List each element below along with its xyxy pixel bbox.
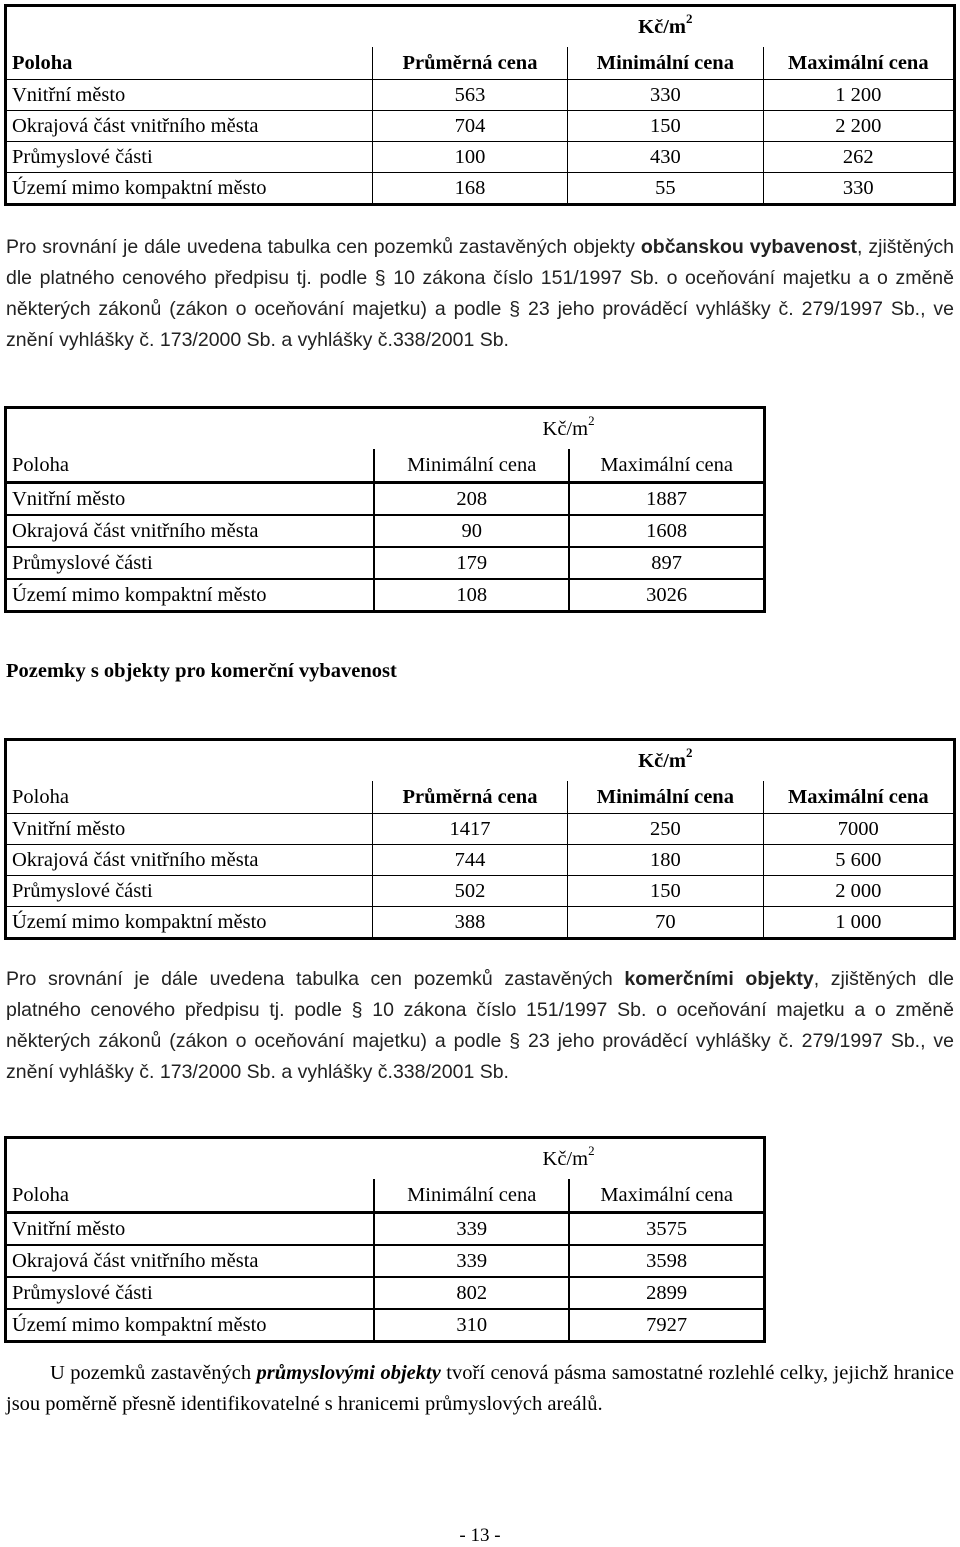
- table-row: Území mimo kompaktní město 310 7927: [6, 1309, 765, 1342]
- col-avg-header: Průměrná cena: [372, 47, 567, 80]
- table-row: Území mimo kompaktní město 388 70 1 000: [6, 907, 955, 939]
- col-min-header: Minimální cena: [374, 1179, 569, 1213]
- table-row: Okrajová část vnitřního města 744 180 5 600: [6, 845, 955, 876]
- col-max-header: Maximální cena: [763, 47, 954, 80]
- price-table-3: [4, 738, 956, 940]
- col-max-header: Maximální cena: [569, 1179, 764, 1213]
- price-table-1: [4, 4, 956, 206]
- paragraph-civic: Pro srovnání je dále uvedena tabulka cen pozemků zastavěných objekty občanskou vybavenost, zjištěných dle platného cenového předpisu tj. podle § 10 zákona číslo 151/1997 Sb. o oceňování majetku a o změně některých zákonů (zákon o oceňování majetku) a podle § 23 jeho prováděcí vyhlášky č. 279/1997 Sb., ve znění vyhlášky č. 173/2000 Sb. a vyhlášky č.338/2001 Sb.: [6, 236, 955, 351]
- col-avg-header: Průměrná cena: [372, 781, 567, 814]
- price-table-2: [4, 406, 766, 613]
- table-row: Průmyslové části 802 2899: [6, 1277, 765, 1309]
- paragraph-commercial: Pro srovnání je dále uvedena tabulka cen pozemků zastavěných komerčními objekty, zjištěných dle platného cenového předpisu tj. podle § 10 zákona číslo 151/1997 Sb. o oceňování majetku a o změně některých zákonů (zákon o oceňování majetku) a podle § 23 jeho prováděcí vyhlášky č. 279/1997 Sb., ve znění vyhlášky č. 173/2000 Sb. a vyhlášky č.338/2001 Sb.: [6, 968, 954, 1083]
- table-row: Vnitřní město 563 330 1 200: [6, 80, 955, 111]
- col-max-header: Maximální cena: [569, 449, 764, 483]
- col-max-header: Maximální cena: [763, 781, 954, 814]
- col-location-header: Poloha: [6, 47, 373, 80]
- page-number: - 13 -: [459, 1525, 501, 1546]
- section-heading: Pozemky s objekty pro komerční vybavenost: [6, 660, 397, 682]
- unit-label: $Kč/m^2$: [638, 11, 693, 38]
- table-row: Okrajová část vnitřního města 90 1608: [6, 515, 765, 547]
- paragraph-industrial: U pozemků zastavěných průmyslovými objekty tvoří cenová pásma samostatné rozlehlé celky, jejichž hranice jsou poměrně přesně identifikovatelné s hranicemi průmyslových areálů.: [6, 1362, 954, 1415]
- col-location-header: Poloha: [6, 449, 375, 483]
- table-row: Průmyslové části 100 430 262: [6, 142, 955, 173]
- price-table-4: [4, 1136, 766, 1343]
- table-row: Průmyslové části 179 897: [6, 547, 765, 579]
- unit-label: $Kč/m^2$: [542, 1143, 595, 1170]
- table-row: Vnitřní město 339 3575: [6, 1213, 765, 1246]
- table-row: Území mimo kompaktní město 168 55 330: [6, 173, 955, 205]
- table-row: Vnitřní město 1417 250 7000: [6, 814, 955, 845]
- col-min-header: Minimální cena: [374, 449, 569, 483]
- table-row: Okrajová část vnitřního města 339 3598: [6, 1245, 765, 1277]
- table-row: Vnitřní město 208 1887: [6, 483, 765, 516]
- col-min-header: Minimální cena: [568, 781, 763, 814]
- table-row: Území mimo kompaktní město 108 3026: [6, 579, 765, 612]
- col-location-header: Poloha: [6, 781, 373, 814]
- unit-label: $Kč/m^2$: [542, 413, 595, 440]
- unit-label: $Kč/m^2$: [638, 745, 693, 772]
- col-min-header: Minimální cena: [568, 47, 763, 80]
- table-row: Okrajová část vnitřního města 704 150 2 200: [6, 111, 955, 142]
- table-row: Průmyslové části 502 150 2 000: [6, 876, 955, 907]
- col-location-header: Poloha: [6, 1179, 375, 1213]
